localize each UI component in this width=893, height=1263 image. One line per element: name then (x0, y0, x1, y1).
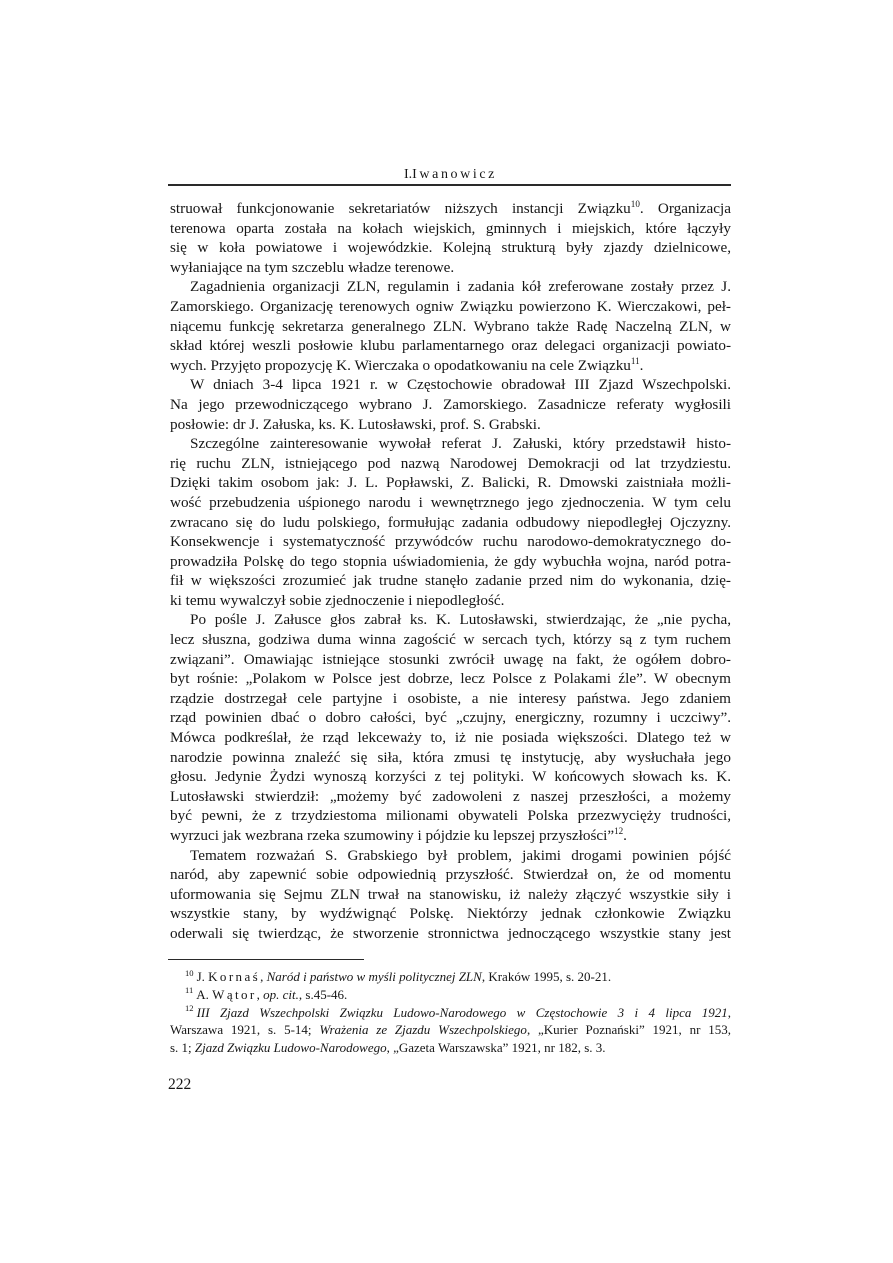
text-line: prowadziła Polskę do tego stopnia uświadomienia, że gdy wybuchła wojna, naród potra- (170, 552, 731, 570)
paragraph (170, 434, 731, 610)
work-title: op. cit. (263, 986, 299, 1002)
footnote-11 (170, 986, 731, 1004)
separator: , (260, 969, 267, 984)
text-segment: wych. Przyjęto propozycję K. Wierczaka o opodatkowaniu na cele Związku (170, 356, 631, 374)
text-line: Po pośle J. Załusce głos zabrał ks. K. Lutosławski, stwierdzając, że „nie pycha, (190, 611, 731, 629)
text-line: posłowie: dr J. Załuska, ks. K. Lutosławski, prof. S. Grabski. (170, 415, 541, 433)
citation-rest: , (727, 1004, 731, 1020)
running-head (170, 166, 731, 184)
paragraph (170, 846, 731, 944)
author-surname: Wątor (212, 986, 257, 1002)
footnote-ref-12: 12 (614, 825, 624, 836)
text-line: ki temu wywalczył sobie zjednoczenie i niepodległość. (170, 591, 505, 609)
footnote-ref-11: 11 (630, 355, 640, 366)
citation-rest: , s.45-46. (298, 986, 348, 1002)
footnote-line (170, 1004, 731, 1022)
text-line (170, 199, 731, 219)
text-segment: . Organizacja (639, 200, 731, 217)
text-line: fił w większości zrozumieć jak trudne stanęło zadanie przed nim do wykonania, dzię- (170, 572, 731, 590)
text-line (170, 356, 731, 376)
running-head-surname: Iwanowicz (412, 167, 497, 182)
text-line: byt rośnie: „Polakom w Polsce jest dobrze, lecz Polsce z Polakami źle”. W obecnym (170, 670, 731, 688)
page-number: 222 (168, 1076, 192, 1093)
footnote-line (170, 1039, 731, 1057)
footnotes (170, 968, 731, 1057)
text-line: rządzie dostrzegał cele partyjne i osobiste, a nie interesy państwa. Jego zdaniem (170, 689, 731, 707)
text-line: skład której weszli posłowie klubu parlamentarnego oraz delegaci organizacji powiato- (170, 337, 731, 355)
footnote-number: 10 (185, 967, 194, 978)
text-line: oderwali się twierdząc, że stworzenie stronnictwa jednoczącego wszystkie stany jest (170, 924, 731, 942)
paragraph (170, 610, 731, 845)
footnote-10 (170, 968, 731, 986)
footnote-line (170, 1021, 731, 1039)
text-line: wszystkie stany, by wydźwignąć Polskę. Niektórzy jednak członkowie Związku (170, 905, 731, 923)
text-line: zwracano się do ludu polskiego, formułując zadania odbudowy niepodległej Ojczyzny. (170, 513, 731, 531)
text-line: terenowa oparta została na kołach wiejskich, gminnych i miejskich, które łączyły (170, 219, 731, 237)
text-line: się w koła powiatowe i wojewódzkie. Kolejną strukturą były zjazdy dzielnicowe, (170, 239, 731, 257)
paragraph (170, 277, 731, 375)
text-line: Tematem rozważań S. Grabskiego był problem, jakimi drogami powinien pójść (190, 846, 731, 864)
text-line: wość przebudzenia uśpionego narodu i wewnętrznego jego zjednoczenia. W tym celu (170, 493, 731, 511)
author-initial: J. (196, 969, 209, 984)
text-line: uformowania się Sejmu ZLN trwał na stanowisku, iż należy złączyć wszystkie siły i (170, 885, 731, 903)
text-line: lecz słuszna, godziwa duma winna zagościć w sercach tych, którzy są z tym ruchem (170, 631, 731, 649)
text-line: rię ruchu ZLN, istniejącego pod nazwą Narodowej Demokracji od lat trzydziestu. (170, 454, 731, 472)
running-head-initial: I. (404, 167, 413, 182)
text-line: związani”. Omawiając istniejące stosunki zwrócił uwagę na fakt, że ogółem dobro- (170, 650, 731, 668)
header-rule (168, 184, 731, 186)
text-line: wyłaniające na tym szczeblu władze terenowe. (170, 258, 455, 276)
citation-rest: , „Gazeta Warszawska” 1921, nr 182, s. 3. (386, 1040, 606, 1056)
footnote-12 (170, 1004, 731, 1057)
footnote-separator (168, 959, 364, 960)
work-title: Wrażenia ze Zjazdu Wszechpolskiego (319, 1022, 527, 1038)
text-line: Na jego przewodniczącego wybrano J. Zamorskiego. Zasadnicze referaty wygłosili (170, 395, 731, 413)
text-line: Mówca podkreślał, że rząd lekceważy to, iż nie posiada większości. Dlatego też w (170, 729, 731, 747)
text-line: być pewni, że z trzydziestoma milionami obywateli Polska przezwycięży trudności, (170, 807, 731, 825)
text-line: Zamorskiego. Organizację terenowych ogniw Związku powierzono K. Wierczakowi, peł- (170, 297, 731, 315)
text-line: naród, aby zapewnić sobie odpowiednią przyszłość. Stwierdzał on, że od momentu (170, 866, 731, 884)
text-line: narodzie powinna znaleźć się siła, która zmusi tę instytucję, aby wysłuchała jego (170, 748, 731, 766)
work-title: Naród i państwo w myśli politycznej ZLN (266, 969, 482, 984)
citation-rest: , „Kurier Poznański” 1921, nr 153, (526, 1022, 731, 1038)
text-line: Lutosławski stwierdził: „możemy być zadowoleni z naszej przeszłości, a możemy (170, 787, 731, 805)
work-title: Zjazd Związku Ludowo-Narodowego (194, 1040, 387, 1056)
text-line: Konsekwencje i systematyczność przywódców ruchu narodowo-demokratycznego do- (170, 533, 731, 551)
author-initial: A. (196, 986, 213, 1002)
text-line: Dzięki takim osobom jak: J. L. Popławski, Z. Balicki, R. Dmowski zaistniała możli- (170, 474, 731, 492)
paragraph (170, 375, 731, 434)
text-line: Zagadnienia organizacji ZLN, regulamin i zadania kół zreferowane zostały przez J. (190, 278, 731, 296)
text-segment: struował funkcjonowanie sekretariatów niższych instancji Związku (170, 200, 631, 217)
citation-pre: s. 1; (170, 1040, 195, 1056)
body-text (170, 199, 731, 944)
citation-pre: Warszawa 1921, s. 5-14; (170, 1022, 320, 1038)
work-title: III Zjazd Wszechpolski Związku Ludowo-Narodowego w Częstochowie 3 i 4 lipca 1921 (196, 1004, 728, 1020)
paragraph (170, 199, 731, 277)
citation-rest: , Kraków 1995, s. 20-21. (481, 969, 612, 984)
footnote-ref-10: 10 (630, 198, 640, 209)
text-line: niącemu funkcję sekretarza generalnego ZLN. Wybrano także Radę Naczelną ZLN, w (170, 317, 731, 335)
author-surname: Kornaś (208, 969, 261, 984)
text-segment: wyrzuci jak wezbrana rzeka szumowiny i pójdzie ku lepszej przyszłości” (170, 827, 615, 844)
text-line: W dniach 3-4 lipca 1921 r. w Częstochowie obradował III Zjazd Wszechpolski. (190, 376, 731, 394)
text-line: rząd powinien dbać o dobro całości, być „czujny, energiczny, rozumny i uczciwy”. (170, 709, 731, 727)
footnote-number: 12 (185, 1003, 194, 1014)
text-line: głosu. Jedynie Żydzi wynoszą korzyści z tej polityki. W końcowych słowach ks. K. (170, 768, 731, 786)
text-line (170, 826, 731, 846)
separator: , (256, 986, 264, 1002)
text-line: Szczególne zainteresowanie wywołał referat J. Załuski, który przedstawił histo- (190, 435, 731, 453)
text-segment: . (639, 356, 644, 374)
footnote-number: 11 (185, 985, 194, 996)
text-segment: . (623, 827, 627, 844)
